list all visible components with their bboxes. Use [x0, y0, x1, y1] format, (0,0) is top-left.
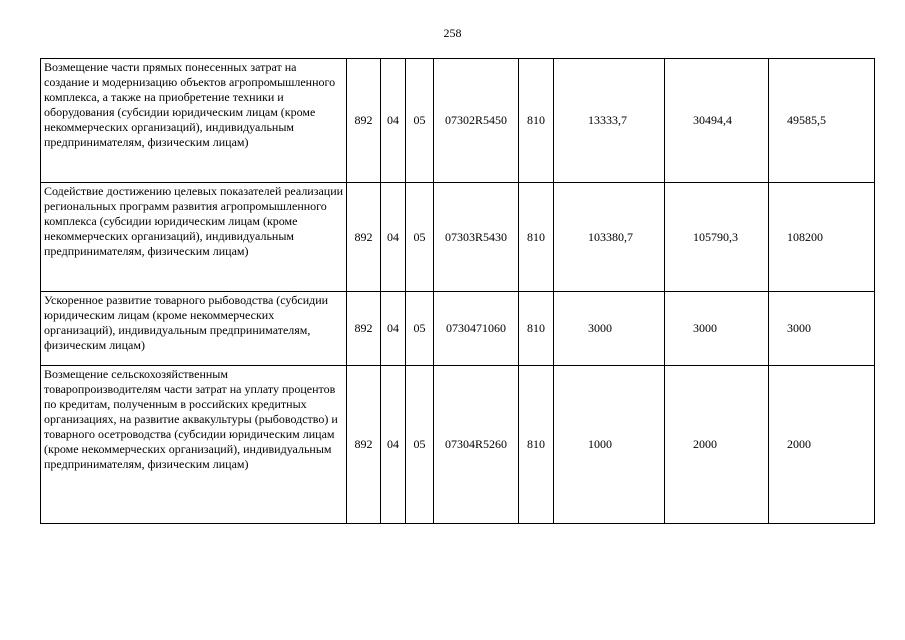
expense-type-code: 810 — [519, 59, 554, 183]
amount-year-2: 3000 — [665, 292, 769, 366]
amount-year-2: 30494,4 — [665, 59, 769, 183]
target-article-code: 07303R5430 — [434, 183, 519, 292]
expense-type-code: 810 — [519, 292, 554, 366]
row-description: Содействие достижению целевых показателей реализации региональных программ развития агропромышленного комплекса (субсидии юридическим лицам (кроме некоммерческих организаций), индивидуальным предпринимателям, физическим лицам) — [41, 183, 347, 292]
subsection-code: 05 — [406, 59, 434, 183]
amount-year-2: 105790,3 — [665, 183, 769, 292]
section-code: 04 — [381, 183, 406, 292]
amount-year-3: 108200 — [769, 183, 875, 292]
row-description: Возмещение сельскохозяйственным товаропроизводителям части затрат на уплату процентов по кредитам, полученным в российских кредитных организациях, на развитие аквакультуры (рыбоводство) и товарного осетроводства (субсидии юридическим лицам (кроме некоммерческих организаций), индивидуальным предпринимателям, физическим лицам) — [41, 366, 347, 524]
target-article-code: 07304R5260 — [434, 366, 519, 524]
target-article-code: 0730471060 — [434, 292, 519, 366]
section-code: 04 — [381, 366, 406, 524]
budget-table — [40, 58, 875, 524]
amount-year-1: 13333,7 — [554, 59, 665, 183]
page-number: 258 — [443, 26, 462, 40]
section-code: 04 — [381, 292, 406, 366]
subsection-code: 05 — [406, 183, 434, 292]
amount-year-3: 49585,5 — [769, 59, 875, 183]
amount-year-1: 103380,7 — [554, 183, 665, 292]
ministry-code: 892 — [347, 59, 381, 183]
expense-type-code: 810 — [519, 366, 554, 524]
row-description: Ускоренное развитие товарного рыбоводства (субсидии юридическим лицам (кроме некоммерческих организаций), индивидуальным предпринимателям, физическим лицам) — [41, 292, 347, 366]
amount-year-1: 3000 — [554, 292, 665, 366]
table-row — [41, 292, 875, 366]
amount-year-2: 2000 — [665, 366, 769, 524]
ministry-code: 892 — [347, 366, 381, 524]
subsection-code: 05 — [406, 366, 434, 524]
ministry-code: 892 — [347, 183, 381, 292]
amount-year-3: 3000 — [769, 292, 875, 366]
amount-year-3: 2000 — [769, 366, 875, 524]
table-row — [41, 183, 875, 292]
table-row — [41, 366, 875, 524]
target-article-code: 07302R5450 — [434, 59, 519, 183]
amount-year-1: 1000 — [554, 366, 665, 524]
row-description: Возмещение части прямых понесенных затрат на создание и модернизацию объектов агропромышленного комплекса, а также на приобретение техники и оборудования (субсидии юридическим лицам (кроме некоммерческих организаций), индивидуальным предпринимателям, физическим лицам) — [41, 59, 347, 183]
subsection-code: 05 — [406, 292, 434, 366]
section-code: 04 — [381, 59, 406, 183]
ministry-code: 892 — [347, 292, 381, 366]
expense-type-code: 810 — [519, 183, 554, 292]
table-row — [41, 59, 875, 183]
